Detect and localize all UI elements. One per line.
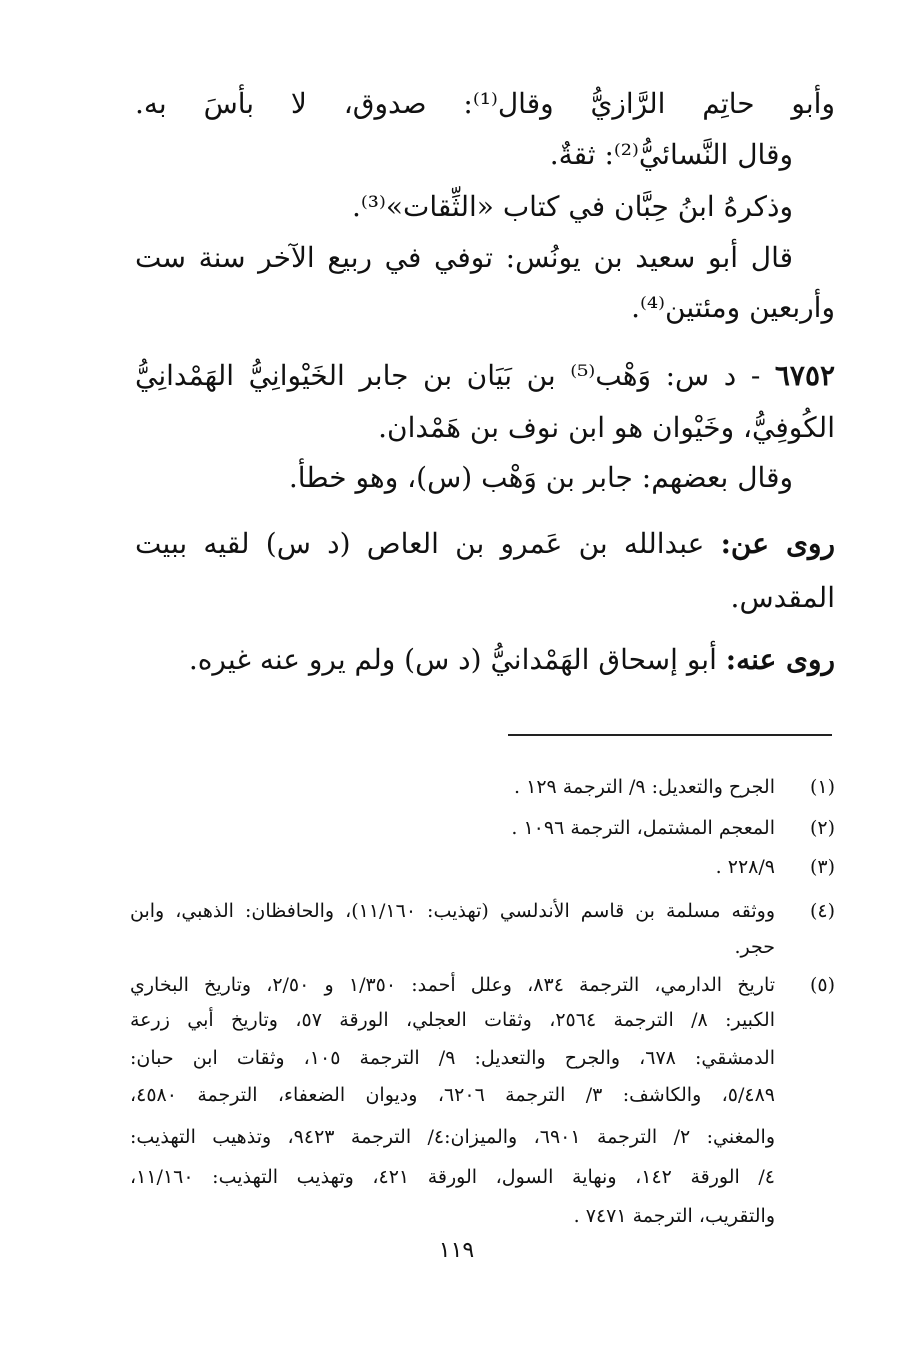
narrated-by-text: أبو إسحاق الهَمْدانيُّ (د س) ولم يرو عنه غيره.	[188, 643, 717, 676]
footnote	[130, 852, 835, 882]
footnote-number: (٣)	[809, 856, 835, 878]
footnote-text: الجرح والتعديل: ٩/ الترجمة ١٢٩ .	[514, 776, 775, 798]
page-number: ١١٩	[438, 1238, 475, 1263]
footnote	[130, 896, 835, 926]
footnote-number: (٢)	[809, 817, 835, 839]
footnote-text: والتقريب، الترجمة ٧٤٧١ .	[573, 1205, 775, 1227]
text-line: قال أبو سعيد بن يونُس: توفي في ربيع الآخر سنة ست	[135, 241, 793, 274]
text-line: وأبو حاتِم الرَّازيُّ وقال⁽¹⁾: صدوق، لا بأسَ به.	[135, 87, 835, 120]
footnote-number: (١)	[809, 776, 835, 798]
footnote-text: الدمشقي: ٦٧٨، والجرح والتعديل: ٩/ الترجمة ١٠٥، وثقات ابن حبان:	[130, 1047, 775, 1069]
footnote-number: (٤)	[809, 900, 835, 922]
footnote-text: تاريخ الدارمي، الترجمة ٨٣٤، وعلل أحمد: ١/٣٥٠ و ٢/٥٠، وتاريخ البخاري	[130, 974, 776, 996]
text-line: وقال النَّسائيُّ⁽²⁾: ثقةٌ.	[549, 138, 793, 171]
footnote-text: ٤/ الورقة ١٤٢، ونهاية السول، الورقة ٤٢١، وتهذيب التهذيب: ١١/١٦٠،	[130, 1166, 775, 1188]
text-line: الكُوفِيُّ، وخَيْوان هو ابن نوف بن هَمْدان.	[378, 411, 835, 444]
footnote-text: الكبير: ٨/ الترجمة ٢٥٦٤، وثقات العجلي، الورقة ٥٧، وتاريخ أبي زرعة	[130, 1009, 775, 1031]
narrated-from	[135, 524, 835, 564]
footnote-text: والمغني: ٢/ الترجمة ٦٩٠١، والميزان:٤/ الترجمة ٩٤٢٣، وتذهيب التهذيب:	[130, 1126, 776, 1148]
footnote-text: ٢٢٨/٩ .	[715, 856, 775, 878]
text-line: وأربعين ومئتين⁽⁴⁾.	[631, 291, 835, 324]
entry-heading-text: - د س: وَهْب⁽⁵⁾ بن بَيَان بن جابر الخَيْوانِيُّ الهَمْدانِيُّ	[135, 359, 761, 392]
narrated-by-label: روى عنه:	[725, 643, 835, 676]
text-line: وقال بعضهم: جابر بن وَهْب (س)، وهو خطأ.	[288, 461, 793, 494]
text-line: المقدس.	[730, 581, 835, 614]
footnote-text: المعجم المشتمل، الترجمة ١٠٩٦ .	[511, 817, 775, 839]
footnote	[130, 970, 835, 1000]
footnote-number: (٥)	[809, 974, 835, 996]
footnote-separator	[508, 734, 832, 736]
entry-heading	[135, 356, 835, 396]
footnote-text: حجر.	[734, 936, 775, 958]
footnote-text: ٥/٤٨٩، والكاشف: ٣/ الترجمة ٦٢٠٦، وديوان الضعفاء، الترجمة ٤٥٨٠،	[130, 1084, 775, 1106]
narrated-by	[189, 640, 835, 680]
entry-number: ٦٧٥٢	[774, 359, 836, 392]
footnote-text: ووثقه مسلمة بن قاسم الأندلسي (تهذيب: ١١/١٦٠)، والحافظان: الذهبي، وابن	[130, 900, 775, 922]
footnote	[130, 772, 835, 802]
footnote	[130, 813, 835, 843]
narrated-from-text: عبدالله بن عَمرو بن العاص (د س) لقيه ببيت	[135, 527, 705, 560]
text-line: وذكرهُ ابنُ حِبَّان في كتاب «الثِّقات»⁽³⁾.	[351, 190, 793, 223]
narrated-from-label: روى عن:	[720, 527, 835, 560]
